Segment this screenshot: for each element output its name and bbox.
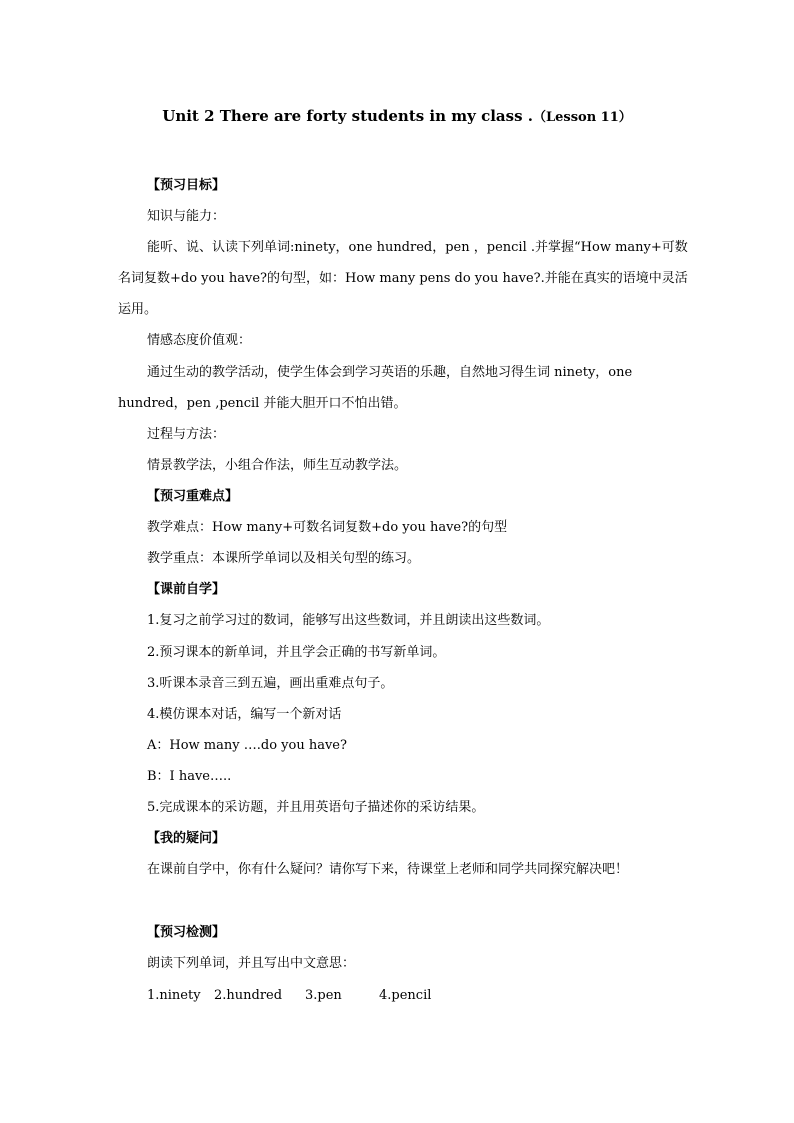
heading-self-study: 【课前自学】 — [147, 582, 226, 597]
word-item: 2.hundred — [214, 988, 283, 1003]
title-lesson: （Lesson 11） — [532, 110, 632, 125]
focus-text: 教学重点：本课所学单词以及相关句型的练习。 — [147, 551, 421, 566]
heading-questions: 【我的疑问】 — [147, 831, 226, 846]
knowledge-line-3: 运用。 — [118, 302, 158, 317]
self-study-item-5: 5.完成课本的采访题，并且用英语句子描述你的采访结果。 — [147, 800, 485, 815]
heading-preview-goals: 【预习目标】 — [147, 178, 226, 193]
process-label: 过程与方法： — [147, 427, 226, 442]
difficulty-text: 教学难点：How many+可数名词复数+do you have?的句型 — [147, 520, 508, 535]
heading-preview-test: 【预习检测】 — [147, 925, 226, 940]
attitude-label: 情感态度价值观： — [147, 333, 252, 348]
self-study-item-1: 1.复习之前学习过的数词，能够写出这些数词，并且朗读出这些数词。 — [147, 613, 550, 628]
knowledge-line-2: 名词复数+do you have?的句型，如：How many pens do you have?.并能在真实的语境中灵活 — [118, 271, 688, 286]
self-study-item-4: 4.模仿课本对话，编写一个新对话 — [147, 707, 342, 722]
word-item: 3.pen — [305, 988, 342, 1003]
knowledge-line-1: 能听、说、认读下列单词:ninety，one hundred，pen ，pencil .并掌握“How many+可数 — [147, 240, 688, 255]
test-instruction: 朗读下列单词，并且写出中文意思： — [147, 956, 356, 971]
document-title — [0, 106, 794, 125]
process-text: 情景教学法，小组合作法，师生互动教学法。 — [147, 458, 408, 473]
questions-text: 在课前自学中，你有什么疑问？请你写下来，待课堂上老师和同学共同探究解决吧！ — [147, 862, 629, 877]
title-main: Unit 2 There are forty students in my class . — [162, 107, 533, 125]
dialog-line-b: B：I have….. — [147, 769, 232, 784]
heading-key-points: 【预习重难点】 — [147, 489, 239, 504]
attitude-line-1: 通过生动的教学活动，使学生体会到学习英语的乐趣，自然地习得生词 ninety，one — [147, 365, 633, 380]
word-item: 4.pencil — [379, 988, 432, 1003]
self-study-item-2: 2.预习课本的新单词，并且学会正确的书写新单词。 — [147, 645, 446, 660]
dialog-line-a: A：How many ….do you have? — [147, 738, 347, 753]
knowledge-label: 知识与能力： — [147, 209, 226, 224]
attitude-line-2: hundred，pen ,pencil 并能大胆开口不怕出错。 — [118, 396, 407, 411]
self-study-item-3: 3.听课本录音三到五遍，画出重难点句子。 — [147, 676, 394, 691]
word-item: 1.ninety — [147, 988, 201, 1003]
